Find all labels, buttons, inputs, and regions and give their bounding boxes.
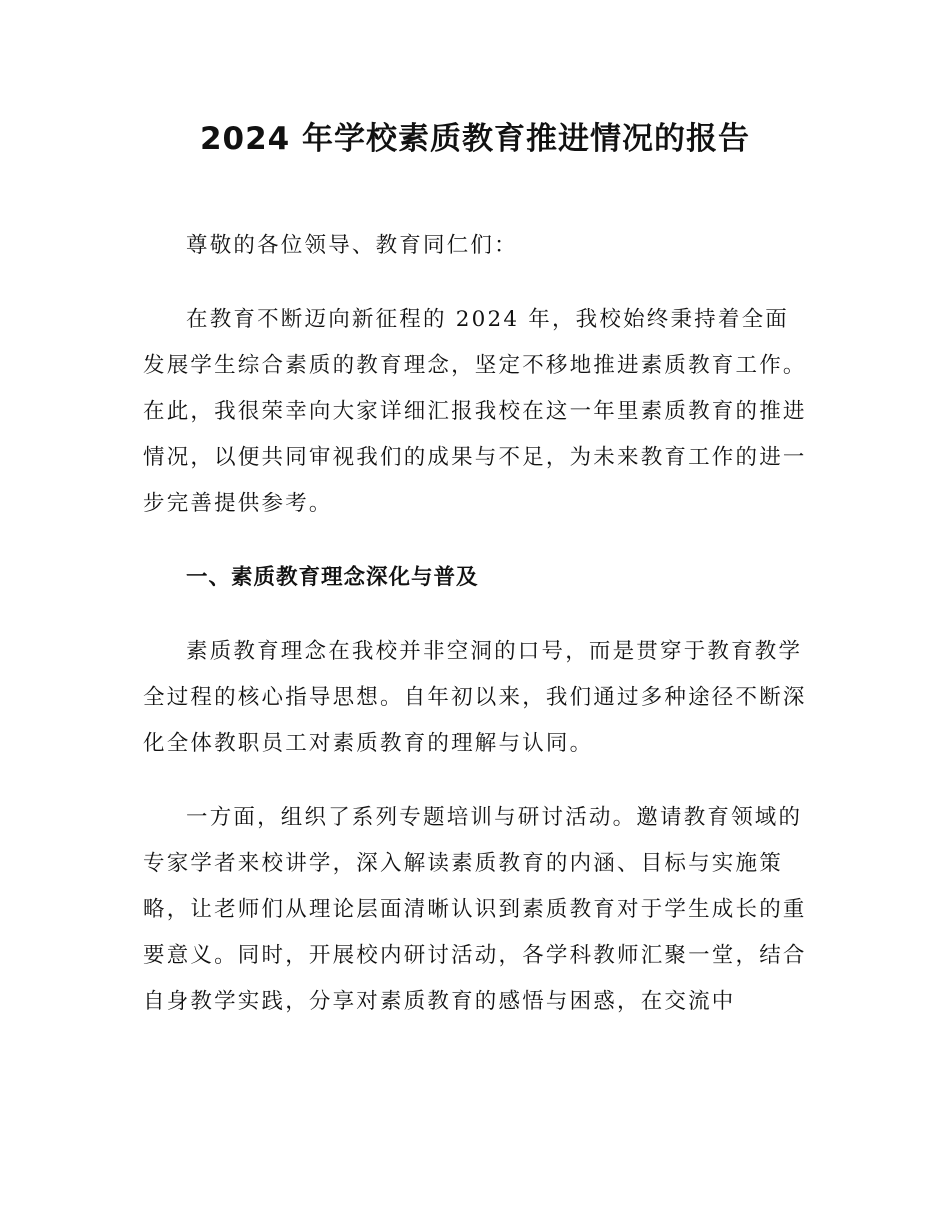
- document-title: 2024 年学校素质教育推进情况的报告: [199, 121, 751, 157]
- section-heading: 一、素质教育理念深化与普及: [186, 565, 479, 590]
- section-paragraph-1: 素质教育理念在我校并非空洞的口号，而是贯穿于教育教学全过程的核心指导思想。自年初以来，我们通过多种途径不断深化全体教职员工对素质教育的理解与认同。: [143, 639, 807, 756]
- salutation: 尊敬的各位领导、教育同仁们：: [186, 233, 518, 258]
- intro-paragraph: 在教育不断迈向新征程的 2024 年，我校始终秉持着全面发展学生综合素质的教育理念，坚定不移地推进素质教育工作。在此，我很荣幸向大家详细汇报我校在这一年里素质教育的推进情况，以便共同审视我们的成果与不足，为未来教育工作的进一步完善提供参考。: [143, 307, 807, 516]
- section-paragraph-2: 一方面，组织了系列专题培训与研讨活动。邀请教育领域的专家学者来校讲学，深入解读素质教育的内涵、目标与实施策略，让老师们从理论层面清晰认识到素质教育对于学生成长的重要意义。同时，开展校内研讨活动，各学科教师汇聚一堂，结合自身教学实践，分享对素质教育的感悟与困惑，在交流中: [143, 805, 807, 1014]
- document-body: [143, 223, 811, 1053]
